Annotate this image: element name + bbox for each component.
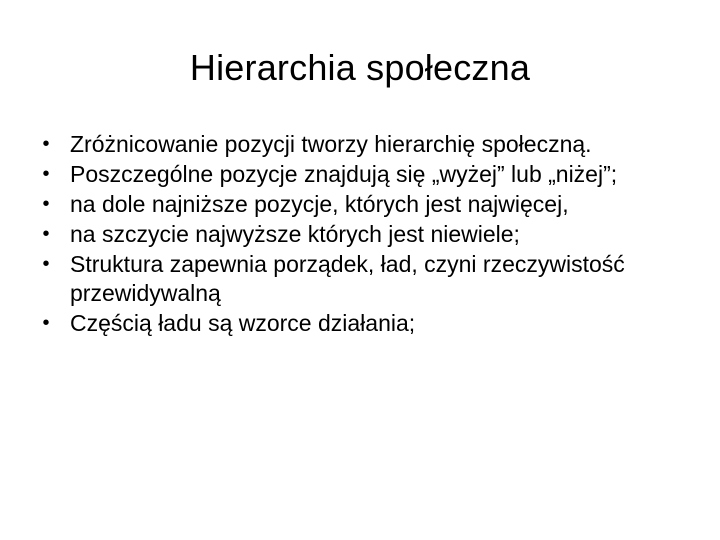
bullet-item	[36, 220, 696, 249]
bullet-item	[36, 190, 696, 219]
bullet-item	[36, 250, 696, 308]
bullet-dot-icon: •	[42, 312, 50, 334]
slide-title: Hierarchia społeczna	[189, 47, 531, 88]
bullet-item	[36, 160, 696, 189]
bullet-dot-icon: •	[42, 133, 50, 155]
bullet-text: na szczycie najwyższe których jest niewiele;	[70, 221, 520, 247]
bullet-dot-icon: •	[42, 163, 50, 185]
bullet-item	[36, 130, 696, 159]
bullet-dot-icon: •	[42, 193, 50, 215]
bullet-dot-icon: •	[42, 253, 50, 275]
bullet-item	[36, 309, 696, 338]
bullet-text: Poszczególne pozycje znajdują się „wyżej” lub „niżej”;	[70, 161, 618, 187]
bullet-text: Struktura zapewnia porządek, ład, czyni rzeczywistość przewidywalną	[70, 251, 625, 306]
bullet-dot-icon: •	[42, 223, 50, 245]
bullet-text: na dole najniższe pozycje, których jest najwięcej,	[70, 191, 569, 217]
bullet-text: Częścią ładu są wzorce działania;	[70, 310, 416, 336]
bullet-list	[36, 130, 696, 339]
bullet-text: Zróżnicowanie pozycji tworzy hierarchię społeczną.	[70, 131, 592, 157]
